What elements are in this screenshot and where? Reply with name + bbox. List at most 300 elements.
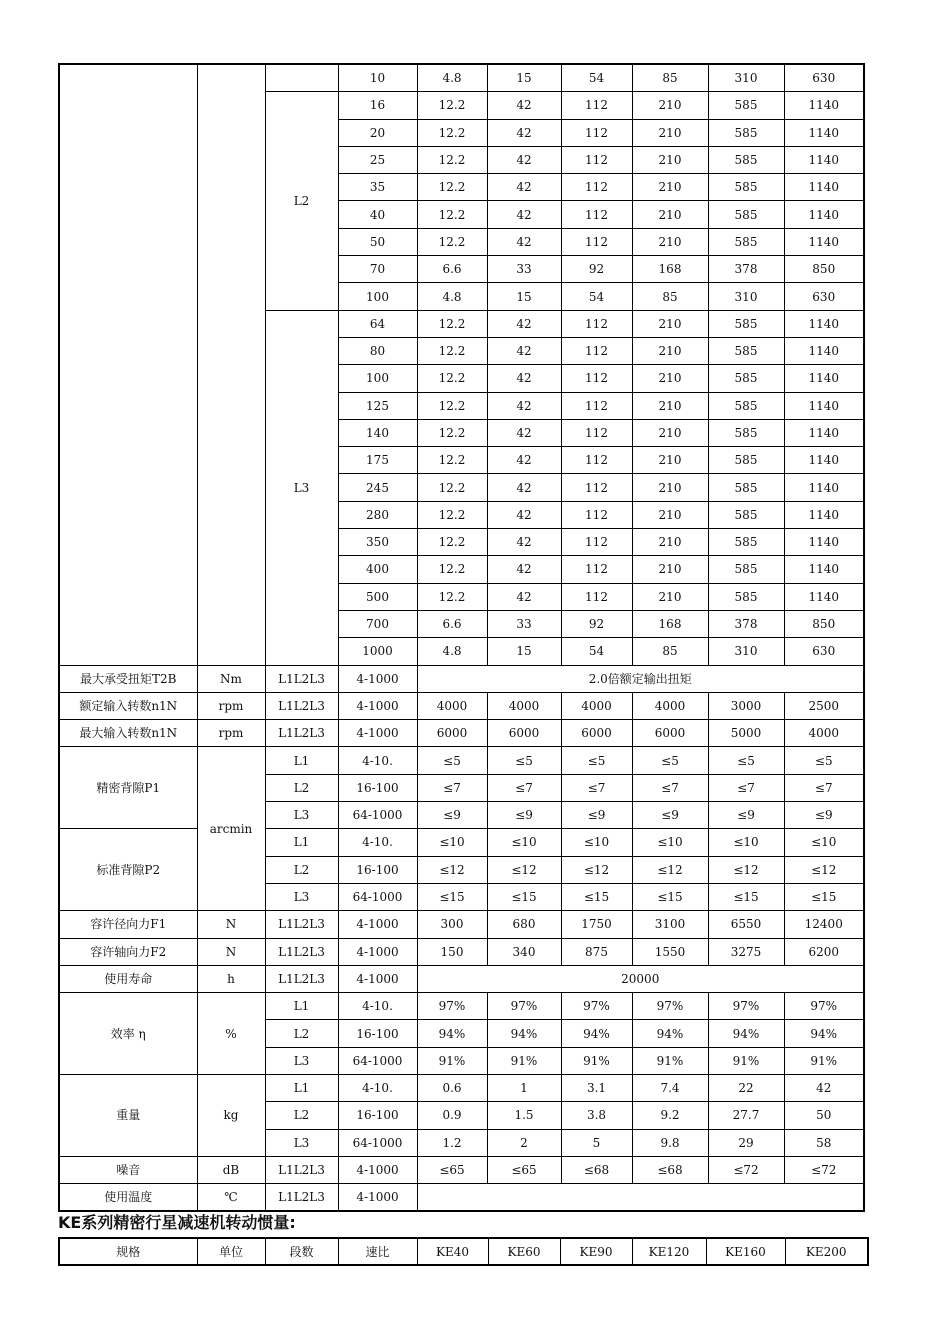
- value-cell: 210: [632, 529, 708, 556]
- value-cell: ≤15: [632, 883, 708, 910]
- value-cell: 210: [632, 92, 708, 119]
- table-row: [59, 938, 864, 965]
- stage-cell: L1L2L3: [265, 692, 338, 719]
- value-cell: 42: [487, 501, 561, 528]
- value-cell: 210: [632, 228, 708, 255]
- value-cell: ≤7: [632, 774, 708, 801]
- param-cell: 重量: [59, 1074, 197, 1156]
- spec-table: [58, 63, 865, 1212]
- value-cell: 585: [708, 146, 784, 173]
- value-cell: 54: [561, 64, 632, 92]
- value-cell: ≤72: [784, 1156, 864, 1183]
- param-cell: 效率 η: [59, 993, 197, 1075]
- value-cell: 112: [561, 92, 632, 119]
- value-cell: 210: [632, 201, 708, 228]
- value-cell: 94%: [784, 1020, 864, 1047]
- value-cell: 585: [708, 447, 784, 474]
- stage-cell: L3: [265, 1129, 338, 1156]
- value-cell: ≤15: [487, 883, 561, 910]
- value-cell: ≤5: [632, 747, 708, 774]
- table-row: [59, 665, 864, 692]
- ratio-cell: 70: [338, 256, 417, 283]
- param-cell: 精密背隙P1: [59, 747, 197, 829]
- ratio-cell: 4-1000: [338, 911, 417, 938]
- value-cell: 94%: [708, 1020, 784, 1047]
- value-cell: 310: [708, 283, 784, 310]
- value-cell: 630: [784, 638, 864, 665]
- table-row: [59, 747, 864, 774]
- unit-cell: kg: [197, 1074, 265, 1156]
- value-cell: ≤12: [561, 856, 632, 883]
- ratio-cell: 16-100: [338, 774, 417, 801]
- value-cell: ≤10: [487, 829, 561, 856]
- stage-cell: L3: [265, 1047, 338, 1074]
- value-cell: 585: [708, 365, 784, 392]
- unit-cell: rpm: [197, 692, 265, 719]
- value-cell: 9.8: [632, 1129, 708, 1156]
- value-cell: 2: [487, 1129, 561, 1156]
- value-cell: 585: [708, 419, 784, 446]
- ratio-cell: 1000: [338, 638, 417, 665]
- table-row: [59, 1238, 868, 1265]
- value-cell: ≤7: [708, 774, 784, 801]
- value-cell: ≤9: [561, 802, 632, 829]
- value-cell: 210: [632, 556, 708, 583]
- ratio-cell: 4-10.: [338, 747, 417, 774]
- header-cell: KE90: [560, 1238, 632, 1265]
- stage-cell: L3: [265, 802, 338, 829]
- ratio-cell: 16-100: [338, 856, 417, 883]
- value-cell: 42: [487, 174, 561, 201]
- value-cell: ≤10: [417, 829, 487, 856]
- value-cell: 112: [561, 556, 632, 583]
- value-cell: ≤12: [487, 856, 561, 883]
- value-cell: 210: [632, 310, 708, 337]
- merged-value-cell: 20000: [417, 965, 864, 992]
- value-cell: 42: [487, 419, 561, 446]
- value-cell: 1140: [784, 529, 864, 556]
- value-cell: 5: [561, 1129, 632, 1156]
- value-cell: 112: [561, 529, 632, 556]
- stage-cell: L1: [265, 829, 338, 856]
- value-cell: 300: [417, 911, 487, 938]
- value-cell: 27.7: [708, 1102, 784, 1129]
- value-cell: 12.2: [417, 447, 487, 474]
- value-cell: 29: [708, 1129, 784, 1156]
- value-cell: ≤10: [708, 829, 784, 856]
- value-cell: 15: [487, 64, 561, 92]
- ratio-cell: 4-1000: [338, 938, 417, 965]
- ratio-cell: 350: [338, 529, 417, 556]
- value-cell: 97%: [632, 993, 708, 1020]
- value-cell: ≤5: [487, 747, 561, 774]
- value-cell: 630: [784, 283, 864, 310]
- table-row: [59, 911, 864, 938]
- value-cell: 42: [487, 365, 561, 392]
- value-cell: 42: [784, 1074, 864, 1101]
- value-cell: 4000: [561, 692, 632, 719]
- value-cell: 680: [487, 911, 561, 938]
- value-cell: 850: [784, 610, 864, 637]
- value-cell: 6000: [632, 720, 708, 747]
- value-cell: 42: [487, 337, 561, 364]
- value-cell: 1140: [784, 583, 864, 610]
- value-cell: 378: [708, 610, 784, 637]
- value-cell: 5000: [708, 720, 784, 747]
- value-cell: ≤7: [561, 774, 632, 801]
- value-cell: 1: [487, 1074, 561, 1101]
- value-cell: 12.2: [417, 119, 487, 146]
- ratio-cell: 4-10.: [338, 829, 417, 856]
- ratio-cell: 4-1000: [338, 1156, 417, 1183]
- value-cell: 875: [561, 938, 632, 965]
- stage-cell: L1L2L3: [265, 720, 338, 747]
- value-cell: ≤68: [632, 1156, 708, 1183]
- value-cell: ≤9: [632, 802, 708, 829]
- param-cell: 使用寿命: [59, 965, 197, 992]
- value-cell: 54: [561, 283, 632, 310]
- value-cell: 42: [487, 392, 561, 419]
- value-cell: 1140: [784, 201, 864, 228]
- value-cell: ≤12: [708, 856, 784, 883]
- stage-cell: L1: [265, 1074, 338, 1101]
- value-cell: 210: [632, 447, 708, 474]
- value-cell: 33: [487, 610, 561, 637]
- value-cell: 585: [708, 337, 784, 364]
- value-cell: 6.6: [417, 256, 487, 283]
- stage-cell: L2: [265, 1102, 338, 1129]
- ratio-cell: 4-10.: [338, 1074, 417, 1101]
- value-cell: 4000: [417, 692, 487, 719]
- value-cell: ≤9: [708, 802, 784, 829]
- value-cell: 585: [708, 119, 784, 146]
- value-cell: 58: [784, 1129, 864, 1156]
- value-cell: 12.2: [417, 419, 487, 446]
- value-cell: 1140: [784, 474, 864, 501]
- ratio-cell: 80: [338, 337, 417, 364]
- value-cell: 1140: [784, 119, 864, 146]
- value-cell: 112: [561, 310, 632, 337]
- value-cell: 585: [708, 92, 784, 119]
- ratio-cell: 4-1000: [338, 665, 417, 692]
- value-cell: 6000: [561, 720, 632, 747]
- ratio-cell: 20: [338, 119, 417, 146]
- value-cell: ≤72: [708, 1156, 784, 1183]
- value-cell: 310: [708, 638, 784, 665]
- value-cell: 7.4: [632, 1074, 708, 1101]
- value-cell: 168: [632, 610, 708, 637]
- value-cell: 12.2: [417, 310, 487, 337]
- value-cell: ≤68: [561, 1156, 632, 1183]
- ratio-cell: 245: [338, 474, 417, 501]
- header-cell: KE160: [706, 1238, 785, 1265]
- value-cell: 33: [487, 256, 561, 283]
- merged-value-cell: [417, 1184, 864, 1212]
- unit-cell: arcmin: [197, 747, 265, 911]
- value-cell: 210: [632, 419, 708, 446]
- value-cell: 4000: [487, 692, 561, 719]
- ratio-cell: 64-1000: [338, 1129, 417, 1156]
- param-cell: 容许径向力F1: [59, 911, 197, 938]
- ratio-cell: 700: [338, 610, 417, 637]
- value-cell: ≤15: [417, 883, 487, 910]
- header-cell: KE40: [417, 1238, 488, 1265]
- value-cell: 42: [487, 583, 561, 610]
- value-cell: 1140: [784, 92, 864, 119]
- value-cell: 97%: [708, 993, 784, 1020]
- value-cell: 2500: [784, 692, 864, 719]
- value-cell: 112: [561, 337, 632, 364]
- value-cell: 1140: [784, 174, 864, 201]
- value-cell: ≤15: [784, 883, 864, 910]
- value-cell: ≤9: [487, 802, 561, 829]
- value-cell: 112: [561, 228, 632, 255]
- value-cell: 15: [487, 638, 561, 665]
- value-cell: 91%: [417, 1047, 487, 1074]
- value-cell: ≤5: [561, 747, 632, 774]
- value-cell: 50: [784, 1102, 864, 1129]
- value-cell: 85: [632, 64, 708, 92]
- value-cell: 94%: [561, 1020, 632, 1047]
- value-cell: 91%: [487, 1047, 561, 1074]
- value-cell: 12.2: [417, 474, 487, 501]
- value-cell: 585: [708, 583, 784, 610]
- ratio-cell: 4-1000: [338, 720, 417, 747]
- value-cell: 12.2: [417, 365, 487, 392]
- value-cell: ≤7: [487, 774, 561, 801]
- value-cell: 585: [708, 501, 784, 528]
- value-cell: 210: [632, 365, 708, 392]
- value-cell: 12.2: [417, 201, 487, 228]
- ratio-cell: 64-1000: [338, 802, 417, 829]
- ratio-cell: 100: [338, 283, 417, 310]
- value-cell: 94%: [417, 1020, 487, 1047]
- value-cell: 6550: [708, 911, 784, 938]
- value-cell: 97%: [417, 993, 487, 1020]
- value-cell: 4000: [784, 720, 864, 747]
- unit-cell: N: [197, 911, 265, 938]
- header-cell: 单位: [197, 1238, 265, 1265]
- ratio-cell: 16-100: [338, 1102, 417, 1129]
- value-cell: 42: [487, 92, 561, 119]
- ratio-cell: 64-1000: [338, 1047, 417, 1074]
- param-cell: 噪音: [59, 1156, 197, 1183]
- value-cell: ≤5: [417, 747, 487, 774]
- value-cell: ≤7: [784, 774, 864, 801]
- value-cell: 91%: [561, 1047, 632, 1074]
- value-cell: 94%: [632, 1020, 708, 1047]
- stage-cell: L3: [265, 310, 338, 665]
- value-cell: 42: [487, 556, 561, 583]
- ratio-cell: 100: [338, 365, 417, 392]
- table-row: [59, 829, 864, 856]
- value-cell: 112: [561, 583, 632, 610]
- value-cell: 585: [708, 174, 784, 201]
- value-cell: 585: [708, 392, 784, 419]
- ratio-cell: 4-1000: [338, 692, 417, 719]
- stage-cell: L1: [265, 747, 338, 774]
- value-cell: 42: [487, 474, 561, 501]
- value-cell: 585: [708, 228, 784, 255]
- header-cell: KE60: [488, 1238, 560, 1265]
- stage-cell: L1L2L3: [265, 1184, 338, 1212]
- value-cell: 112: [561, 365, 632, 392]
- value-cell: 22: [708, 1074, 784, 1101]
- value-cell: 97%: [784, 993, 864, 1020]
- value-cell: 91%: [632, 1047, 708, 1074]
- value-cell: 210: [632, 174, 708, 201]
- unit-cell: %: [197, 993, 265, 1075]
- ratio-cell: 280: [338, 501, 417, 528]
- value-cell: 6000: [417, 720, 487, 747]
- merged-value-cell: 2.0倍额定输出扭矩: [417, 665, 864, 692]
- inertia-table: [58, 1237, 869, 1266]
- stage-cell: L1L2L3: [265, 965, 338, 992]
- value-cell: 210: [632, 501, 708, 528]
- value-cell: ≤7: [417, 774, 487, 801]
- value-cell: 92: [561, 256, 632, 283]
- value-cell: ≤5: [784, 747, 864, 774]
- ratio-cell: 4-1000: [338, 965, 417, 992]
- ratio-cell: 4-10.: [338, 993, 417, 1020]
- param-cell: 最大承受扭矩T2B: [59, 665, 197, 692]
- value-cell: 9.2: [632, 1102, 708, 1129]
- value-cell: 112: [561, 501, 632, 528]
- value-cell: 112: [561, 119, 632, 146]
- value-cell: 112: [561, 201, 632, 228]
- value-cell: 6200: [784, 938, 864, 965]
- value-cell: 12.2: [417, 556, 487, 583]
- value-cell: ≤12: [632, 856, 708, 883]
- value-cell: 1140: [784, 337, 864, 364]
- stage-cell: [265, 64, 338, 92]
- value-cell: 85: [632, 283, 708, 310]
- stage-cell: L3: [265, 883, 338, 910]
- stage-cell: L2: [265, 1020, 338, 1047]
- ratio-cell: 25: [338, 146, 417, 173]
- ratio-cell: 4-1000: [338, 1184, 417, 1212]
- value-cell: 42: [487, 201, 561, 228]
- table-row: [59, 1184, 864, 1212]
- ratio-cell: 64: [338, 310, 417, 337]
- value-cell: 1140: [784, 392, 864, 419]
- header-cell: 速比: [338, 1238, 417, 1265]
- ratio-cell: 35: [338, 174, 417, 201]
- ratio-cell: 500: [338, 583, 417, 610]
- unit-cell: N: [197, 938, 265, 965]
- value-cell: 310: [708, 64, 784, 92]
- value-cell: 94%: [487, 1020, 561, 1047]
- value-cell: 12.2: [417, 337, 487, 364]
- table-row: [59, 1074, 864, 1101]
- value-cell: ≤10: [561, 829, 632, 856]
- value-cell: 15: [487, 283, 561, 310]
- stage-cell: L2: [265, 92, 338, 310]
- header-cell: KE120: [632, 1238, 706, 1265]
- value-cell: 210: [632, 337, 708, 364]
- value-cell: 1140: [784, 146, 864, 173]
- value-cell: 85: [632, 638, 708, 665]
- table-row: [59, 720, 864, 747]
- param-cell: 标准背隙P2: [59, 829, 197, 911]
- stage-cell: L1: [265, 993, 338, 1020]
- stage-cell: L1L2L3: [265, 938, 338, 965]
- value-cell: 112: [561, 447, 632, 474]
- value-cell: 168: [632, 256, 708, 283]
- table-row: [59, 64, 864, 92]
- param-cell: 额定输入转数n1N: [59, 692, 197, 719]
- value-cell: 1.5: [487, 1102, 561, 1129]
- value-cell: 630: [784, 64, 864, 92]
- value-cell: 112: [561, 474, 632, 501]
- value-cell: 585: [708, 201, 784, 228]
- value-cell: 585: [708, 310, 784, 337]
- value-cell: 1140: [784, 419, 864, 446]
- value-cell: 1140: [784, 556, 864, 583]
- value-cell: 12400: [784, 911, 864, 938]
- value-cell: ≤15: [708, 883, 784, 910]
- value-cell: 210: [632, 392, 708, 419]
- stage-cell: L1L2L3: [265, 665, 338, 692]
- unit-cell: dB: [197, 1156, 265, 1183]
- value-cell: 210: [632, 474, 708, 501]
- ratio-cell: 64-1000: [338, 883, 417, 910]
- table-row: [59, 1156, 864, 1183]
- table-row: [59, 965, 864, 992]
- value-cell: 210: [632, 119, 708, 146]
- value-cell: 6000: [487, 720, 561, 747]
- value-cell: 42: [487, 228, 561, 255]
- value-cell: 0.9: [417, 1102, 487, 1129]
- stage-cell: L2: [265, 856, 338, 883]
- value-cell: 112: [561, 419, 632, 446]
- value-cell: 1140: [784, 310, 864, 337]
- inertia-section-title: KE系列精密行星减速机转动惯量:: [58, 1213, 296, 1232]
- value-cell: 4000: [632, 692, 708, 719]
- value-cell: ≤12: [417, 856, 487, 883]
- value-cell: 91%: [708, 1047, 784, 1074]
- value-cell: 12.2: [417, 174, 487, 201]
- value-cell: 12.2: [417, 392, 487, 419]
- value-cell: 585: [708, 529, 784, 556]
- value-cell: 97%: [561, 993, 632, 1020]
- ratio-cell: 400: [338, 556, 417, 583]
- value-cell: ≤9: [784, 802, 864, 829]
- unit-cell: Nm: [197, 665, 265, 692]
- value-cell: 4.8: [417, 638, 487, 665]
- ratio-cell: 140: [338, 419, 417, 446]
- value-cell: 210: [632, 146, 708, 173]
- ratio-cell: 125: [338, 392, 417, 419]
- value-cell: 12.2: [417, 501, 487, 528]
- value-cell: ≤65: [417, 1156, 487, 1183]
- value-cell: 850: [784, 256, 864, 283]
- value-cell: 3000: [708, 692, 784, 719]
- value-cell: 210: [632, 583, 708, 610]
- value-cell: 42: [487, 447, 561, 474]
- param-cell: 容许轴向力F2: [59, 938, 197, 965]
- value-cell: 3275: [708, 938, 784, 965]
- header-cell: 规格: [59, 1238, 197, 1265]
- value-cell: 112: [561, 174, 632, 201]
- value-cell: 340: [487, 938, 561, 965]
- value-cell: 1140: [784, 228, 864, 255]
- unit-cell: [197, 64, 265, 665]
- value-cell: ≤15: [561, 883, 632, 910]
- value-cell: 3.8: [561, 1102, 632, 1129]
- value-cell: 42: [487, 529, 561, 556]
- value-cell: 54: [561, 638, 632, 665]
